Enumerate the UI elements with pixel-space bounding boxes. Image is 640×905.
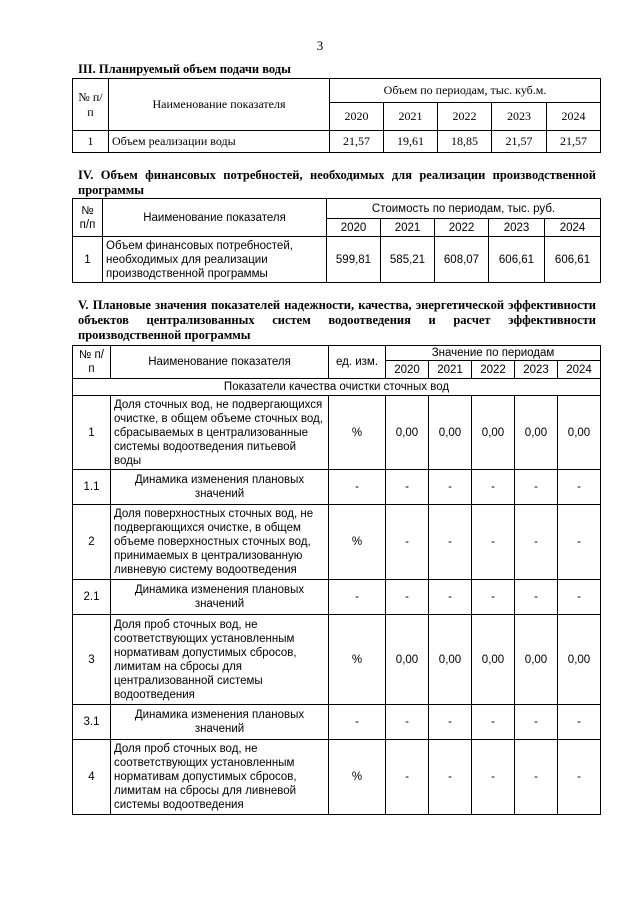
table-subheader: Показатели качества очистки сточных вод (73, 379, 601, 396)
page-number: 3 (316, 38, 324, 53)
table-row (73, 505, 601, 580)
table-row (73, 705, 601, 740)
row-unit: % (329, 505, 386, 580)
row-value: 599,81 (327, 237, 381, 283)
row-value: - (386, 705, 429, 740)
row-num: 1 (73, 131, 109, 153)
row-value: 585,21 (381, 237, 435, 283)
row-name: Доля сточных вод, не подвергающихся очистке, в общем объеме сточных вод, сбрасываемых в централизованные системы водоотведения питьевой воды (111, 396, 329, 470)
row-name: Доля проб сточных вод, не соответствующих установленным нормативам допустимых сбросов, лимитам на сбросы для ливневой системы водоотведения (111, 740, 329, 815)
year-header: 2022 (438, 103, 492, 131)
row-num: 2.1 (73, 580, 111, 615)
row-value: - (558, 740, 601, 815)
row-value: - (558, 705, 601, 740)
year-header: 2022 (472, 361, 515, 379)
row-unit: % (329, 396, 386, 470)
year-header: 2024 (545, 219, 601, 237)
row-name: Динамика изменения плановых значений (111, 470, 329, 505)
row-name: Объем финансовых потребностей, необходимых для реализации производственной программы (103, 237, 327, 283)
row-value: - (472, 705, 515, 740)
financial-needs-table (72, 198, 601, 283)
year-header: 2023 (492, 103, 547, 131)
year-header: 2022 (435, 219, 489, 237)
col-num-header: № п/п (73, 346, 111, 379)
col-unit-header: ед. изм. (329, 346, 386, 379)
row-name: Доля проб сточных вод, не соответствующих установленным нормативам допустимых сбросов, лимитам на сбросы для централизованной системы водоотведения (111, 615, 329, 705)
row-name: Доля поверхностных сточных вод, не подвергающихся очистке, в общем объеме поверхностных сточных вод, принимаемых в централизованную ливневую систему водоотведения (111, 505, 329, 580)
row-value: 0,00 (429, 396, 472, 470)
year-header: 2021 (381, 219, 435, 237)
col-group-header: Стоимость по периодам, тыс. руб. (327, 199, 601, 219)
row-value: - (429, 705, 472, 740)
row-value: 0,00 (386, 396, 429, 470)
year-header: 2023 (489, 219, 545, 237)
table-row (73, 237, 601, 283)
row-value: 0,00 (429, 615, 472, 705)
row-value: - (429, 505, 472, 580)
row-value: 608,07 (435, 237, 489, 283)
table-row (73, 396, 601, 470)
table-row (73, 580, 601, 615)
row-value: 18,85 (438, 131, 492, 153)
row-value: - (515, 705, 558, 740)
row-value: - (472, 505, 515, 580)
row-value: 606,61 (489, 237, 545, 283)
year-header: 2021 (429, 361, 472, 379)
row-value: - (386, 505, 429, 580)
row-value: - (558, 580, 601, 615)
row-num: 3.1 (73, 705, 111, 740)
row-value: - (386, 740, 429, 815)
table-row (73, 470, 601, 505)
row-value: - (429, 740, 472, 815)
col-group-header: Объем по периодам, тыс. куб.м. (330, 79, 601, 103)
row-value: - (429, 470, 472, 505)
row-value: 0,00 (515, 615, 558, 705)
water-supply-table (72, 78, 601, 153)
row-value: - (472, 580, 515, 615)
row-value: - (515, 470, 558, 505)
row-name: Динамика изменения плановых значений (111, 580, 329, 615)
row-value: 0,00 (472, 396, 515, 470)
col-name-header: Наименование показателя (111, 346, 329, 379)
row-unit: - (329, 580, 386, 615)
year-header: 2020 (327, 219, 381, 237)
row-value: 19,61 (384, 131, 438, 153)
row-value: - (558, 505, 601, 580)
year-header: 2020 (330, 103, 384, 131)
row-value: 0,00 (515, 396, 558, 470)
row-unit: - (329, 470, 386, 505)
row-value: - (515, 740, 558, 815)
col-name-header: Наименование показателя (109, 79, 330, 131)
row-value: - (515, 580, 558, 615)
row-value: 0,00 (472, 615, 515, 705)
row-num: 3 (73, 615, 111, 705)
row-value: 21,57 (547, 131, 601, 153)
row-value: - (429, 580, 472, 615)
row-value: 21,57 (330, 131, 384, 153)
year-header: 2023 (515, 361, 558, 379)
row-value: 0,00 (386, 615, 429, 705)
quality-indicators-table (72, 345, 601, 815)
row-num: 4 (73, 740, 111, 815)
row-num: 2 (73, 505, 111, 580)
row-num: 1 (73, 396, 111, 470)
row-value: 606,61 (545, 237, 601, 283)
row-value: - (386, 470, 429, 505)
row-name: Объем реализации воды (109, 131, 330, 153)
row-value: 0,00 (558, 615, 601, 705)
col-name-header: Наименование показателя (103, 199, 327, 237)
row-unit: % (329, 615, 386, 705)
row-unit: % (329, 740, 386, 815)
table-row (73, 131, 601, 153)
row-num: 1.1 (73, 470, 111, 505)
row-unit: - (329, 705, 386, 740)
row-num: 1 (73, 237, 103, 283)
year-header: 2020 (386, 361, 429, 379)
row-value: - (386, 580, 429, 615)
section-5-title: V. Плановые значения показателей надежности, качества, энергетической эффективности объектов централизованных систем водоотведения и расчет эффективности производственной программы (78, 298, 596, 342)
row-value: - (472, 470, 515, 505)
section-4-title: IV. Объем финансовых потребностей, необходимых для реализации производственной программы (78, 168, 596, 197)
row-name: Динамика изменения плановых значений (111, 705, 329, 740)
year-header: 2021 (384, 103, 438, 131)
row-value: - (472, 740, 515, 815)
col-num-header: № п/п (73, 199, 103, 237)
table-row (73, 615, 601, 705)
row-value: 0,00 (558, 396, 601, 470)
row-value: 21,57 (492, 131, 547, 153)
table-row (73, 740, 601, 815)
row-value: - (515, 505, 558, 580)
section-3-title: III. Планируемый объем подачи воды (78, 62, 291, 76)
col-group-header: Значение по периодам (386, 346, 601, 361)
col-num-header: № п/п (73, 79, 109, 131)
year-header: 2024 (547, 103, 601, 131)
row-value: - (558, 470, 601, 505)
year-header: 2024 (558, 361, 601, 379)
